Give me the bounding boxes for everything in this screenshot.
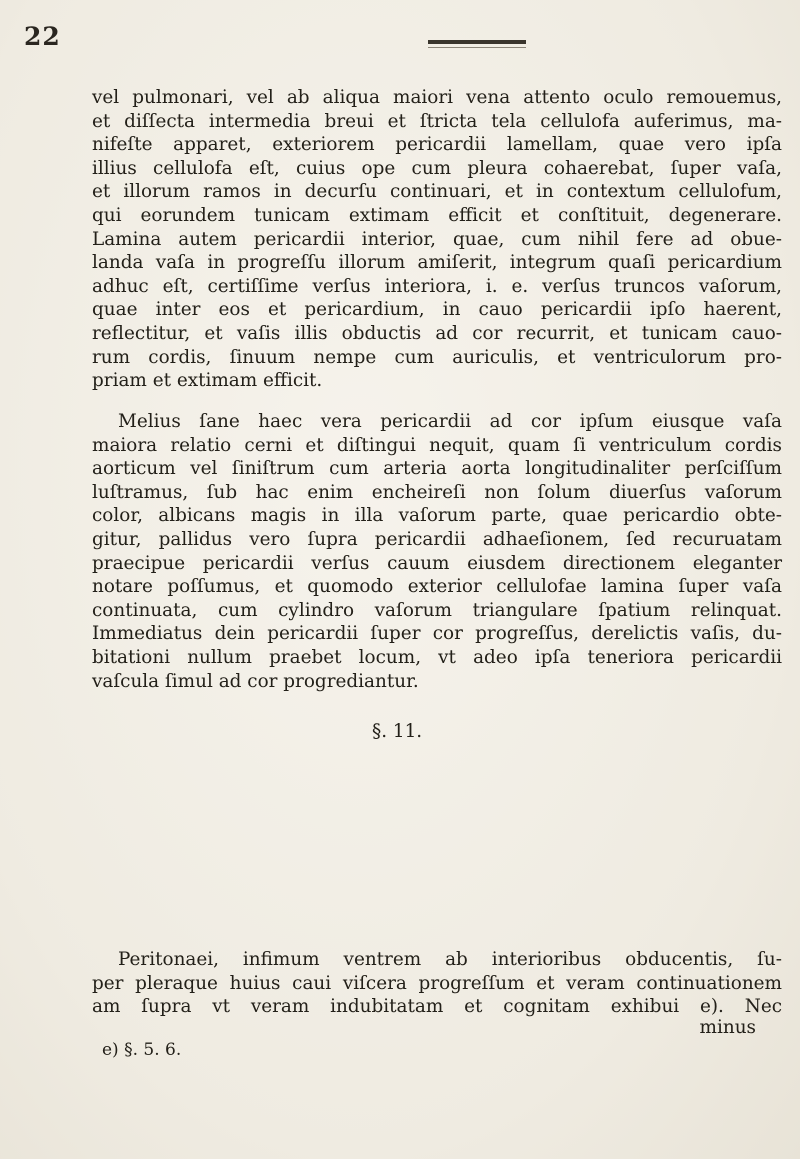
text-line: Melius ſane haec vera pericardii ad cor ipſum eiusque vaſa xyxy=(118,411,782,432)
text-line: adhuc eſt, certiſſime verſus interiora, i. e. verſus truncos vaſorum, xyxy=(92,275,782,297)
text-line: bitationi nullum praebet locum, vt adeo ipſa teneriora pericardii xyxy=(92,646,782,668)
text-line: continuata, cum cylindro vaſorum triangulare ſpatium relinquat. xyxy=(92,599,782,621)
footnote: e) §. 5. 6. xyxy=(102,1040,182,1060)
text-line: rum cordis, ſinuum nempe cum auriculis, et ventriculorum pro- xyxy=(92,346,782,368)
text-line: aorticum vel ſiniſtrum cum arteria aorta longitudinaliter perſciſſum xyxy=(92,458,782,480)
text-line: Lamina autem pericardii interior, quae, cum nihil fere ad obue- xyxy=(92,228,782,250)
text-line: priam et extimam efficit. xyxy=(92,370,323,392)
paragraph-1 xyxy=(92,86,782,393)
text-line: notare poſſumus, et quomodo exterior cellulofae lamina ſuper vaſa xyxy=(92,576,782,598)
text-line: vel pulmonari, vel ab aliqua maiori vena attento oculo remouemus, xyxy=(92,87,782,108)
paragraph-2 xyxy=(92,410,782,693)
text-line: color, albicans magis in illa vaſorum parte, quae pericardio obte- xyxy=(92,505,782,527)
catchword: minus xyxy=(699,1017,756,1038)
text-line: gitur, pallidus vero ſupra pericardii adhaeſionem, ſed recuruatam xyxy=(92,528,782,550)
text-line: am ſupra vt veram indubitatam et cognitam exhibui e). Nec xyxy=(92,996,782,1018)
text-line: landa vaſa in progreſſu illorum amiſerit, integrum quaſi pericardium xyxy=(92,252,782,274)
text-line: nifeſte apparet, exteriorem pericardii lamellam, quae vero ipſa xyxy=(92,134,782,156)
text-line: vaſcula ſimul ad cor progrediantur. xyxy=(92,670,419,692)
text-line: Peritonaei, infimum ventrem ab interioribus obducentis, ſu- xyxy=(118,949,782,970)
text-line: qui eorundem tunicam extimam efficit et conſtituit, degenerare. xyxy=(92,204,782,226)
header-rule-thin xyxy=(428,47,526,48)
paragraph-3 xyxy=(92,948,782,1019)
text-line: reflectitur, et vaſis illis obductis ad cor recurrit, et tunicam cauo- xyxy=(92,322,782,344)
page-number: 22 xyxy=(24,22,61,51)
text-line: per pleraque huius caui viſcera progreſſum et veram continuationem xyxy=(92,972,782,994)
text-line: illius cellulofa eſt, cuius ope cum pleura cohaerebat, ſuper vaſa, xyxy=(92,157,782,179)
text-line: praecipue pericardii verſus cauum eiusdem directionem eleganter xyxy=(92,552,782,574)
text-line: quae inter eos et pericardium, in cauo pericardii ipſo haerent, xyxy=(92,299,782,321)
text-line: maiora relatio cerni et diſtingui nequit, quam ſi ventriculum cordis xyxy=(92,434,782,456)
section-heading: §. 11. xyxy=(372,721,423,742)
text-line: luſtramus, ſub hac enim encheireſi non ſolum diuerſus vaſorum xyxy=(92,481,782,503)
text-line: Immediatus dein pericardii ſuper cor progreſſus, derelictis vaſis, du- xyxy=(92,623,782,645)
header-rule xyxy=(428,40,526,44)
text-line: et diſſecta intermedia breui et ſtricta tela cellulofa auferimus, ma- xyxy=(92,110,782,132)
text-line: et illorum ramos in decurſu continuari, et in contextum cellulofum, xyxy=(92,181,782,203)
